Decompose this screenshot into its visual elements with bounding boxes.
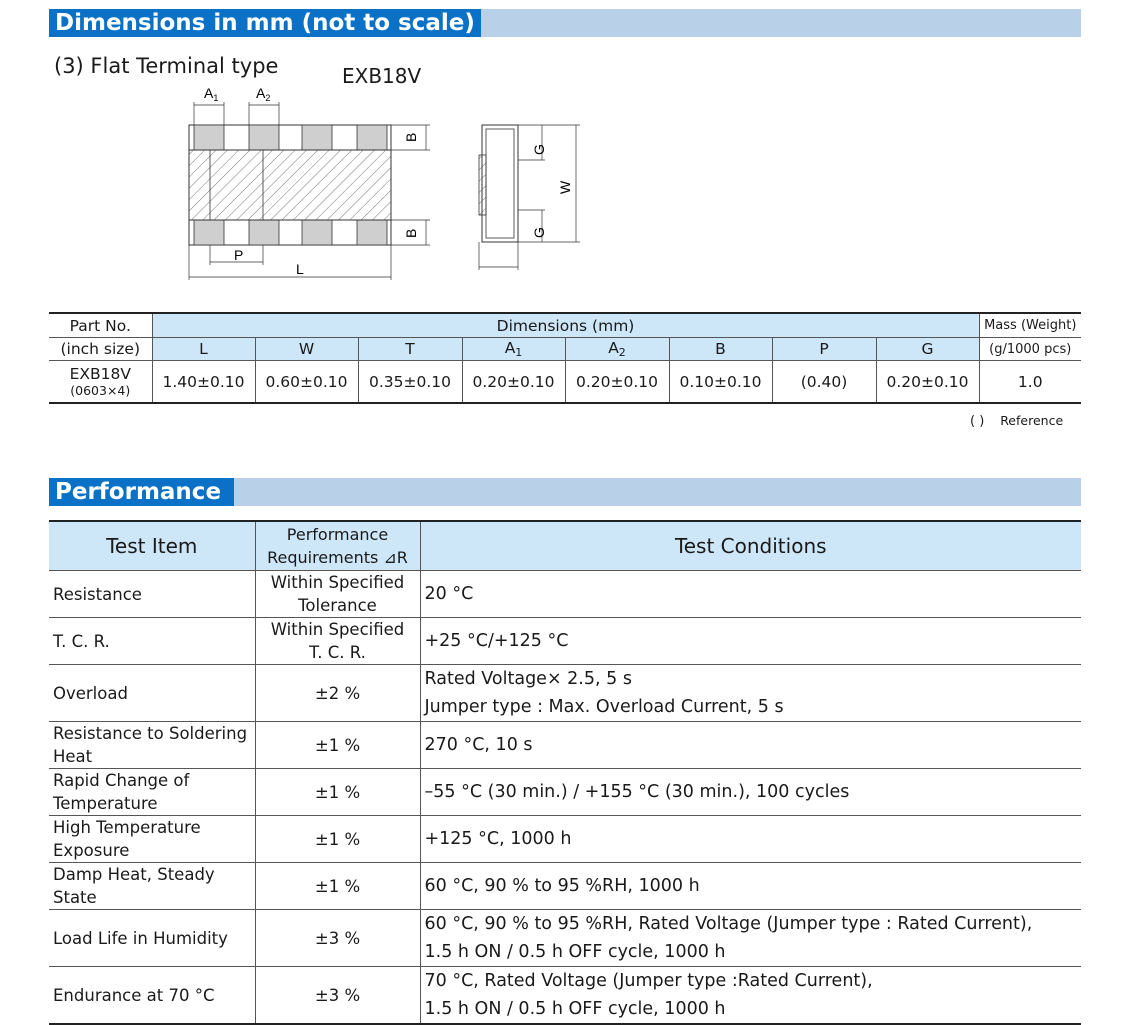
test-item-cell-line1: Overload [53,683,128,703]
dim-label-l: L [296,261,304,277]
dim-label-p: P [234,247,244,263]
test-item-cell-line1: High Temperature [53,818,201,837]
table-row [49,722,1081,769]
dimensions-section-header [49,9,1081,37]
dimensions-header: Dimensions (mm) [152,313,979,338]
dimensions-section-title: Dimensions in mm (not to scale) [49,9,481,37]
value-mass: 1.0 [979,361,1081,404]
test-item-cell [49,665,255,722]
value-g: 0.20±0.10 [876,361,979,404]
requirement-cell [255,618,420,665]
test-item-cell [49,967,255,1025]
test-item-cell-line2: Temperature [53,794,158,813]
performance-table [49,520,1081,1025]
table-row [49,769,1081,816]
requirement-cell-line1: Within Specified [270,620,405,639]
table-row [49,816,1081,863]
dim-label-b-bottom: B [403,228,419,238]
dim-label-a2: $A_2$ [256,85,271,103]
test-item-cell-line1: Damp Heat, Steady [53,865,215,884]
requirement-cell [255,910,420,967]
test-item-cell-line1: Endurance at 70 °C [53,985,215,1005]
requirement-cell [255,665,420,722]
requirement-cell-line1: ±3 % [314,928,361,948]
requirement-cell [255,816,420,863]
header-test-item: Test Item [49,521,255,571]
mass-unit-header: (g/1000 pcs) [979,338,1081,361]
dimension-drawing [150,80,600,285]
performance-section-header [49,478,1081,506]
test-item-cell-line1: Rapid Change of [53,771,190,790]
col-header-p: P [772,338,876,361]
reference-parens: ( ) [970,414,985,429]
table-row [49,665,1081,722]
inch-size-value: (0603×4) [70,383,131,398]
test-item-cell-line2: Heat [53,747,93,766]
test-item-cell-line1: T. C. R. [53,631,110,651]
test-item-cell-line1: Resistance [53,584,142,604]
dim-label-g-top: G [531,144,547,155]
table-row [49,618,1081,665]
col-header-t: T [358,338,462,361]
requirement-cell-line1: ±1 % [314,829,361,849]
test-item-cell [49,816,255,863]
test-condition-cell-line1: 20 °C [424,584,474,604]
value-a1: 0.20±0.10 [462,361,565,404]
requirement-cell [255,967,420,1025]
header-requirements [255,521,420,571]
test-condition-cell-line1: 60 °C, 90 % to 95 %RH, Rated Voltage (Jumper type : Rated Current), [424,914,1033,934]
reference-label: Reference [1000,413,1064,428]
requirement-cell [255,571,420,618]
value-l: 1.40±0.10 [152,361,255,404]
test-condition-cell [420,571,1081,618]
test-item-cell [49,722,255,769]
dim-label-w: W [557,180,573,194]
test-condition-cell-line1: 270 °C, 10 s [424,735,533,755]
test-condition-cell-line1: –55 °C (30 min.) / +155 °C (30 min.), 100 cycles [424,782,850,802]
col-header-l: L [152,338,255,361]
test-item-cell-line2: State [53,888,97,907]
header-test-conditions: Test Conditions [420,521,1081,571]
col-header-a2: $A_2$ [565,338,669,361]
value-a2: 0.20±0.10 [565,361,669,404]
test-condition-cell [420,618,1081,665]
inch-size-header: (inch size) [49,338,152,361]
test-condition-cell [420,863,1081,910]
requirement-cell [255,722,420,769]
test-item-cell-line2: Exposure [53,841,130,860]
dim-label-b-top: B [403,132,419,142]
value-b: 0.10±0.10 [669,361,772,404]
test-condition-cell-line2: Jumper type : Max. Overload Current, 5 s [424,697,784,717]
col-header-b: B [669,338,772,361]
mass-header: Mass (Weight) [979,313,1081,338]
requirement-cell-line1: ±2 % [314,683,361,703]
part-no-header: Part No. [49,313,152,338]
test-item-cell-line1: Resistance to Soldering [53,724,248,743]
test-condition-cell-line1: 70 °C, Rated Voltage (Jumper type :Rated Current), [424,971,873,991]
dim-label-a1: $A_1$ [204,85,219,103]
test-condition-cell [420,910,1081,967]
test-item-cell [49,863,255,910]
test-condition-cell-line1: Rated Voltage× 2.5, 5 s [424,669,632,689]
requirement-cell-line2: Tolerance [298,596,377,615]
test-condition-cell-line2: 1.5 h ON / 0.5 h OFF cycle, 1000 h [424,942,726,962]
table-row [49,967,1081,1025]
value-t: 0.35±0.10 [358,361,462,404]
value-w: 0.60±0.10 [255,361,358,404]
dim-label-g-bottom: G [531,227,547,238]
col-header-a1: $A_1$ [462,338,565,361]
requirement-cell-line1: ±1 % [314,735,361,755]
value-p: (0.40) [772,361,876,404]
col-header-g: G [876,338,979,361]
header-requirements-line1: Performance [286,525,389,544]
test-item-cell [49,769,255,816]
col-header-w: W [255,338,358,361]
requirement-cell [255,863,420,910]
test-item-cell [49,618,255,665]
test-condition-cell [420,665,1081,722]
requirement-cell-line1: Within Specified [270,573,405,592]
requirement-cell-line1: ±3 % [314,985,361,1005]
table-row [49,910,1081,967]
test-item-cell [49,910,255,967]
requirement-cell-line1: ±1 % [314,876,361,896]
part-no-value: EXB18V [69,365,131,383]
drawing-model-number: EXB18V [342,64,422,88]
drawing-subtitle: (3) Flat Terminal type [54,54,279,78]
table-row [49,863,1081,910]
test-condition-cell [420,722,1081,769]
performance-section-title: Performance [49,478,234,506]
requirement-cell [255,769,420,816]
top-view [189,85,430,280]
header-requirements-line2: Requirements ⊿R [267,548,408,567]
test-condition-cell [420,967,1081,1025]
test-condition-cell [420,769,1081,816]
test-condition-cell-line2: 1.5 h ON / 0.5 h OFF cycle, 1000 h [424,999,726,1019]
test-condition-cell-line1: +25 °C/+125 °C [424,631,569,651]
test-item-cell [49,571,255,618]
dimensions-table [49,312,1081,404]
requirement-cell-line1: ±1 % [314,782,361,802]
side-view [479,125,580,270]
part-no-cell [49,361,152,404]
test-condition-cell [420,816,1081,863]
test-condition-cell-line1: +125 °C, 1000 h [424,829,572,849]
test-item-cell-line1: Load Life in Humidity [53,928,228,948]
performance-rows [49,571,1081,1025]
requirement-cell-line2: T. C. R. [309,643,366,662]
test-condition-cell-line1: 60 °C, 90 % to 95 %RH, 1000 h [424,876,700,896]
table-row [49,571,1081,618]
reference-note [970,413,1063,429]
